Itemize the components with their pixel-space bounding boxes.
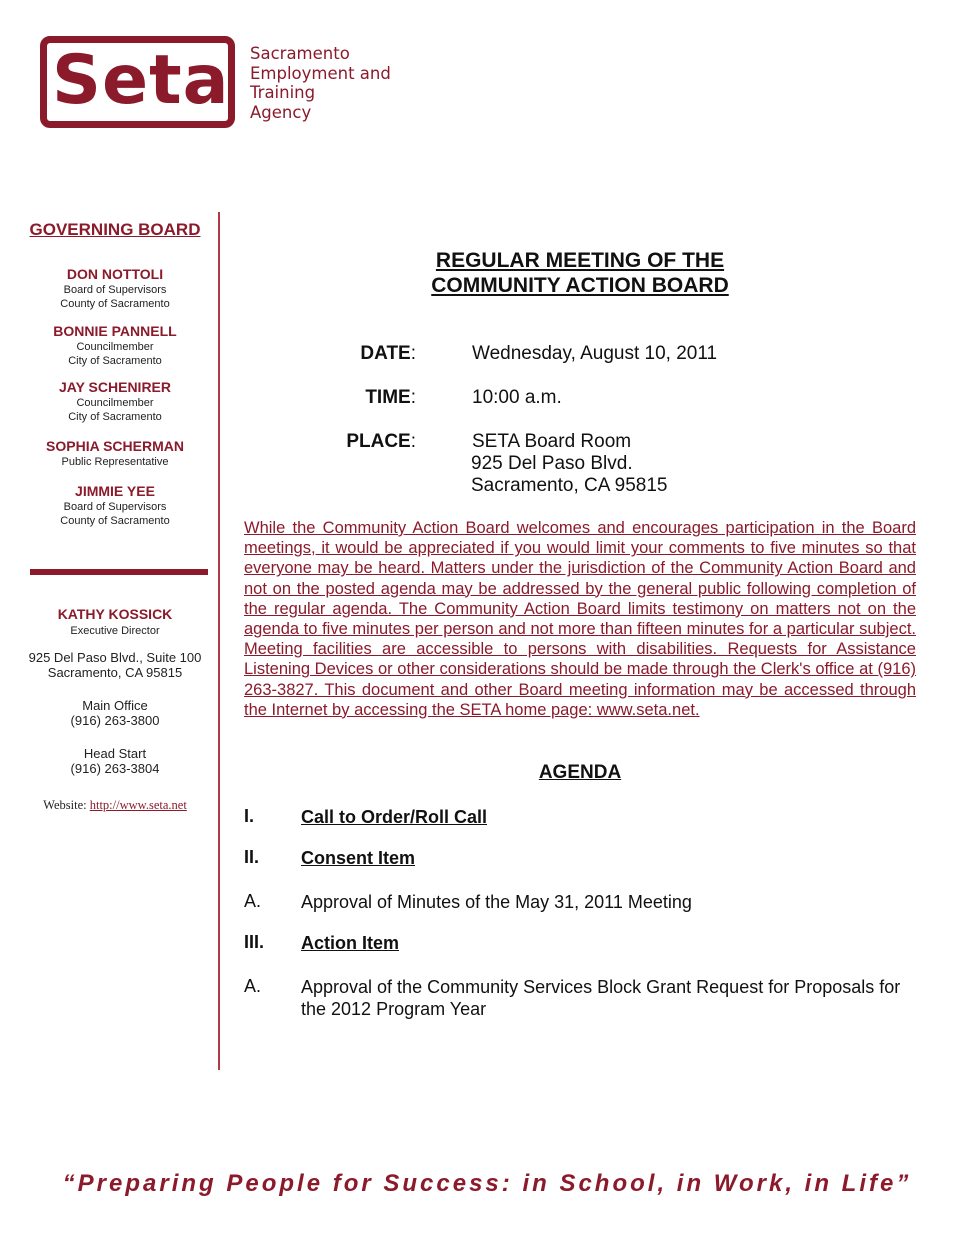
date-label-text: DATE	[360, 343, 411, 364]
seta-logo: Seta	[52, 41, 230, 120]
date-label: DATE:	[360, 343, 416, 364]
member-title: Board of Supervisors	[63, 284, 167, 296]
governing-board-title: GOVERNING BOARD	[29, 220, 201, 239]
website	[20, 798, 210, 813]
board-member	[20, 438, 210, 469]
place-label: PLACE:	[346, 431, 416, 452]
date-value: Wednesday, August 10, 2011	[472, 343, 718, 364]
agenda-item-number: III.	[244, 932, 265, 952]
agenda-item-number: A.	[244, 976, 262, 996]
main-office-label: Main Office	[82, 698, 148, 713]
title-line: REGULAR MEETING OF THE	[435, 249, 725, 272]
place-line: SETA Board Room	[472, 431, 632, 452]
agenda-heading: AGENDA	[538, 762, 622, 783]
vertical-divider	[218, 212, 220, 1070]
place-line: Sacramento, CA 95815	[471, 475, 668, 496]
time-label: TIME:	[365, 387, 416, 408]
member-org: County of Sacramento	[60, 298, 170, 310]
agenda-item-number: II.	[244, 847, 260, 867]
member-name: BONNIE PANNELL	[53, 323, 177, 339]
board-member	[20, 379, 210, 424]
member-org: City of Sacramento	[68, 411, 162, 423]
agency-name	[250, 44, 391, 122]
website-link[interactable]: http://www.seta.net	[89, 798, 187, 812]
member-title: Councilmember	[76, 397, 154, 409]
member-name: SOPHIA SCHERMAN	[46, 438, 184, 454]
member-name: JAY SCHENIRER	[58, 379, 172, 395]
sidebar-divider	[30, 569, 208, 575]
head-start-phone: (916) 263-3804	[70, 761, 160, 776]
agenda-item-number: A.	[244, 891, 262, 911]
agency-line: Employment and	[250, 63, 391, 83]
place-line: 925 Del Paso Blvd.	[471, 453, 633, 474]
agency-line: Agency	[250, 102, 312, 122]
agency-line: Training	[250, 83, 316, 102]
member-title: Public Representative	[61, 456, 169, 468]
meeting-title	[380, 248, 780, 298]
address-line: Sacramento, CA 95815	[47, 665, 183, 680]
footer-tagline: “Preparing People for Success: in School, in Work, in Life”	[62, 1170, 912, 1197]
board-member	[20, 483, 210, 528]
address-line: 925 Del Paso Blvd., Suite 100	[28, 650, 202, 665]
public-notice: While the Community Action Board welcomes and encourages participation in the Board meetings, it would be appreciated if you would limit your comments to five minutes so that everyone may be heard. Matters under the jurisdiction of the Community Action Board and not on the posted agenda may be addressed by the general public following completion of the regular agenda. The Community Action Board limits testimony on matters not on the agenda to five minutes per person and not more than fifteen minutes for a particular subject. Meeting facilities are accessible to persons with disabilities. Requests for Assistance Listening Devices or other considerations should be made through the Clerk's office at (916) 263-3827. This document and other Board meeting information may be accessed through the Internet by accessing the SETA home page: www.seta.net.	[244, 519, 916, 719]
agenda-item-number: I.	[244, 806, 255, 826]
main-office-phone: (916) 263-3800	[70, 713, 160, 728]
member-org: County of Sacramento	[60, 515, 170, 527]
website-label: Website:	[43, 798, 90, 812]
member-title: Councilmember	[76, 341, 154, 353]
time-label-text: TIME	[365, 387, 411, 408]
member-name: JIMMIE YEE	[75, 483, 155, 499]
agenda-item-title: Action Item	[301, 933, 400, 953]
place-label-text: PLACE	[346, 431, 411, 452]
head-start-label: Head Start	[83, 746, 147, 761]
member-name: DON NOTTOLI	[66, 266, 164, 282]
time-value: 10:00 a.m.	[472, 387, 562, 408]
title-line: COMMUNITY ACTION BOARD	[431, 274, 729, 297]
board-member	[20, 323, 210, 368]
board-member	[20, 266, 210, 311]
agenda-item-title: Consent Item	[301, 848, 416, 868]
executive-name: KATHY KOSSICK	[57, 606, 173, 622]
executive-role: Executive Director	[70, 625, 160, 637]
agenda-item-text: Approval of the Community Services Block Grant Request for Proposals for the 2012 Program Year	[301, 977, 901, 1019]
executive-contact	[20, 606, 210, 813]
agenda-item-text: Approval of Minutes of the May 31, 2011 Meeting	[301, 892, 692, 912]
agenda-item-title: Call to Order/Roll Call	[301, 807, 488, 827]
place-value	[472, 431, 667, 497]
member-title: Board of Supervisors	[63, 501, 167, 513]
agency-line: Sacramento	[250, 44, 350, 63]
governing-board-sidebar	[20, 220, 210, 542]
member-org: City of Sacramento	[68, 355, 162, 367]
